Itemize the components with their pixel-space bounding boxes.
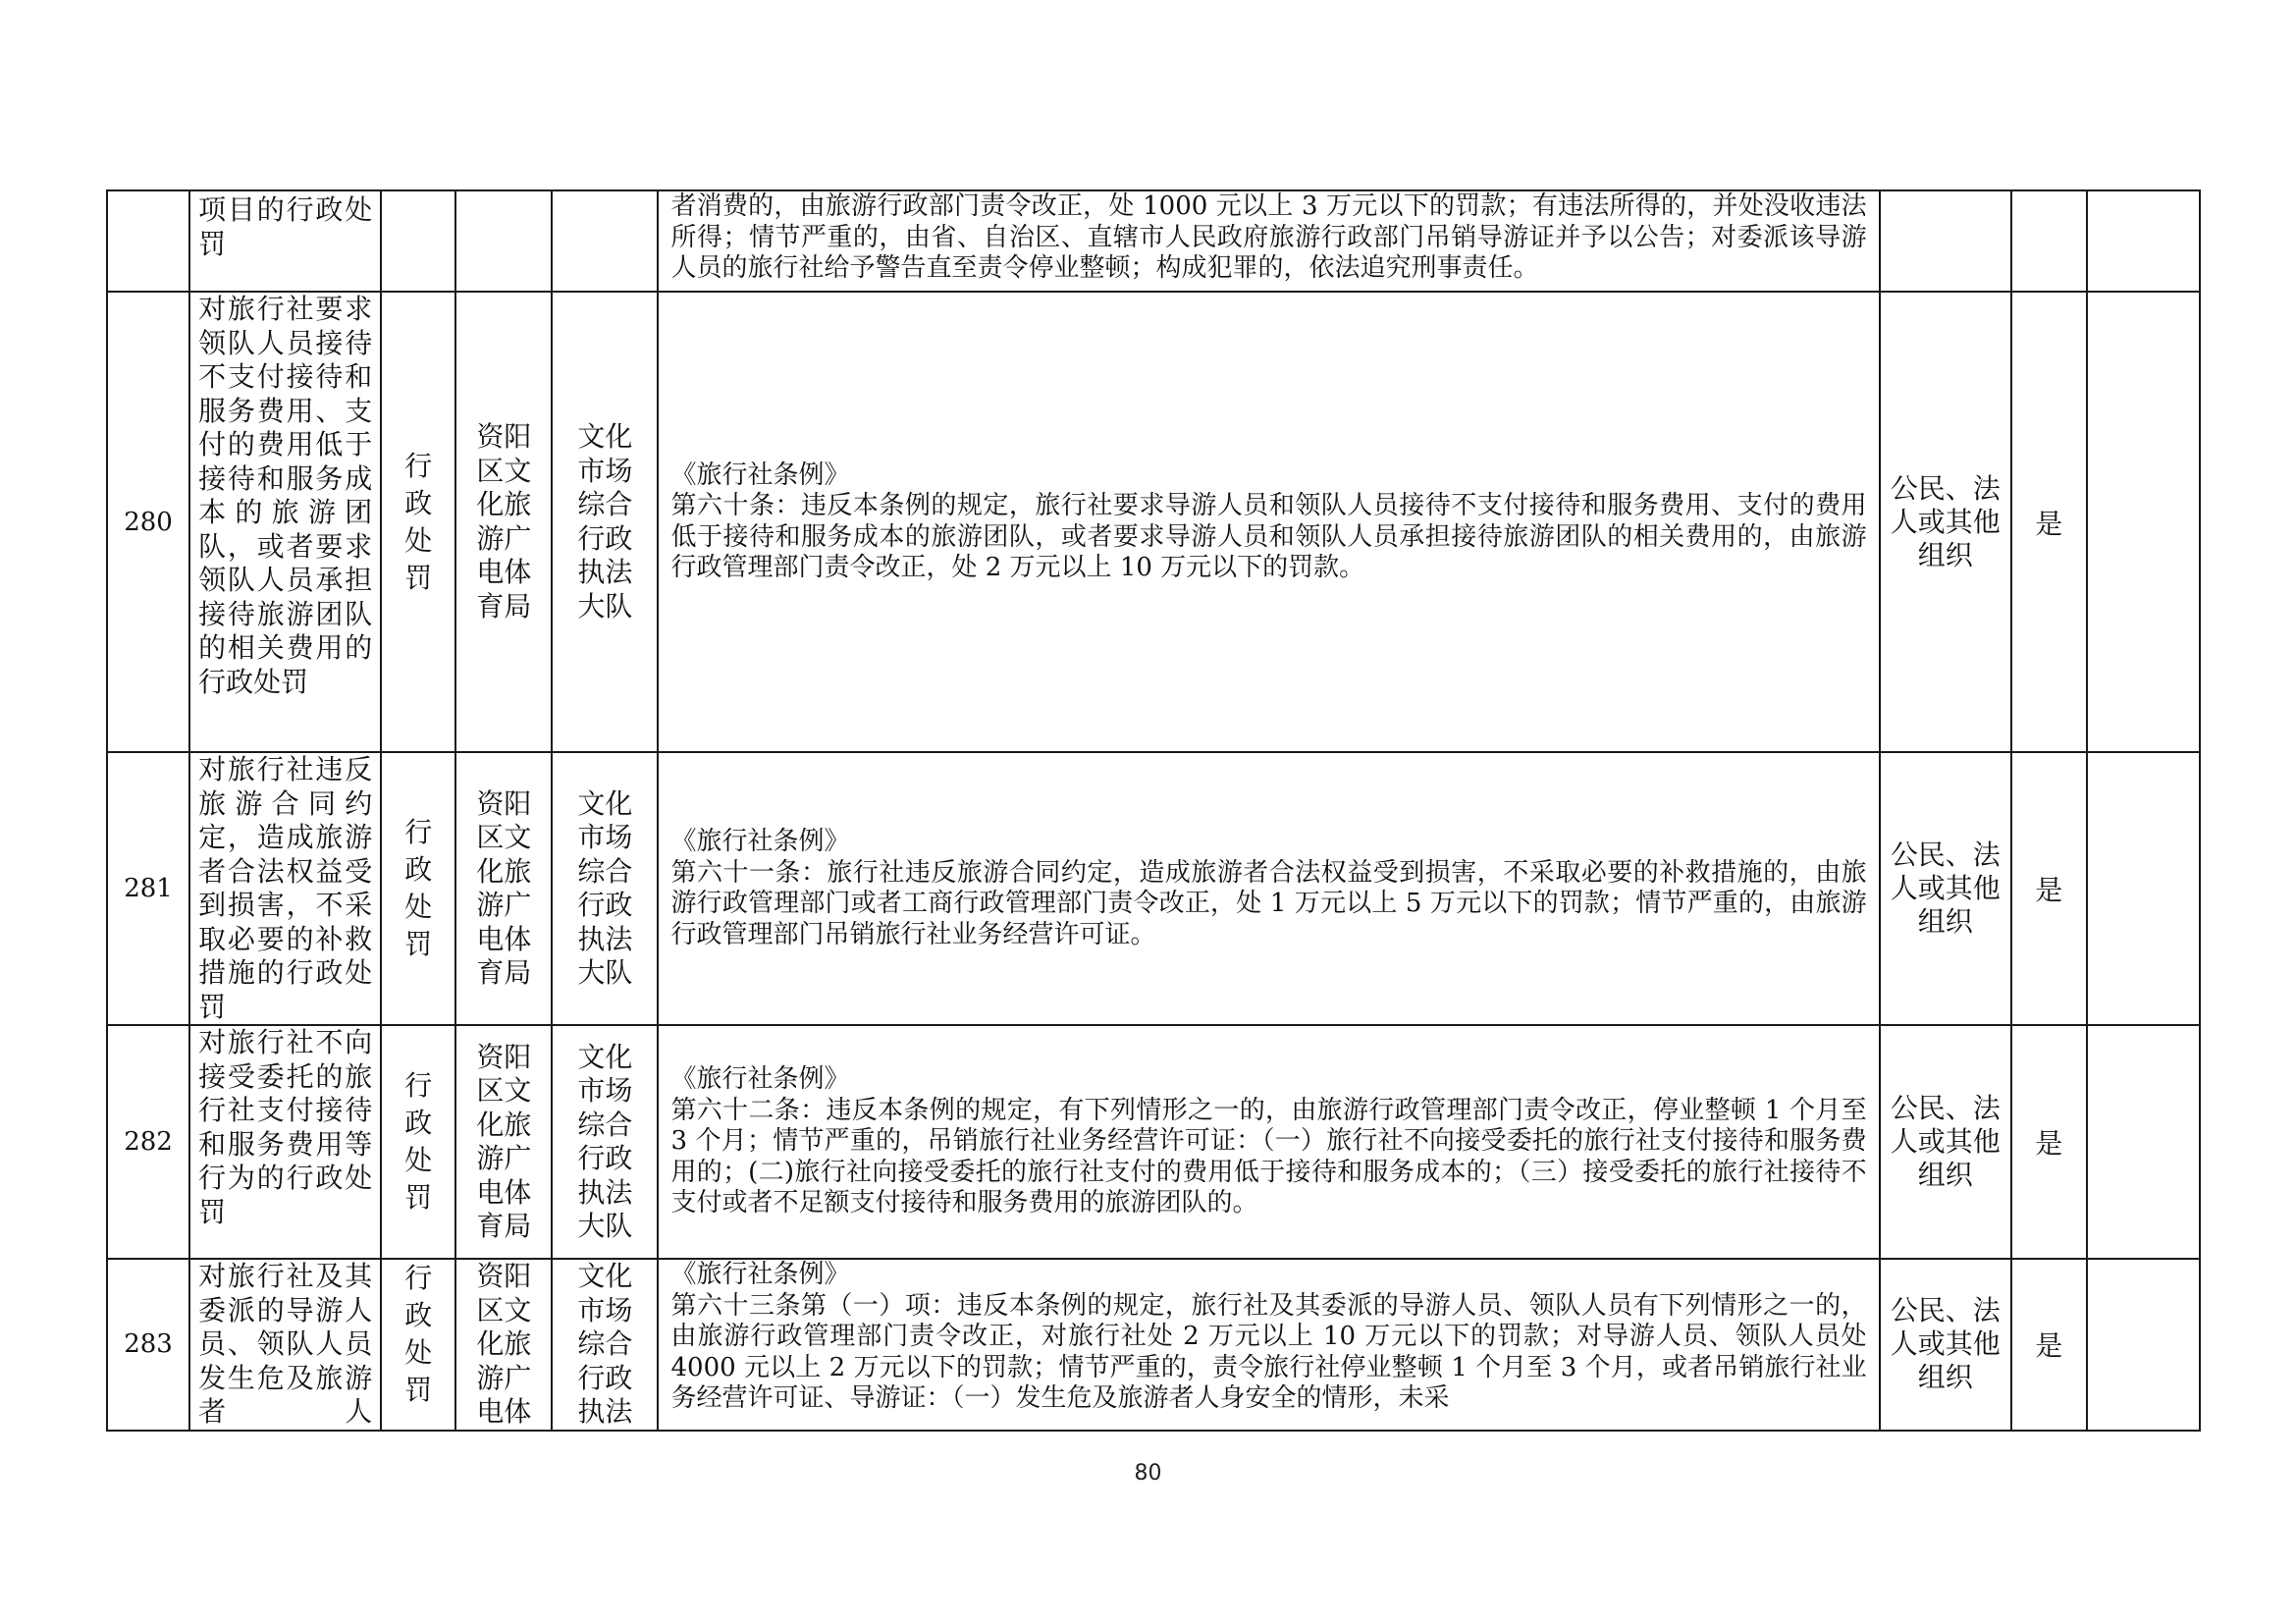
- remarks-cell: [2087, 292, 2200, 752]
- table-row: [107, 1025, 2200, 1259]
- remarks-cell: [2087, 1259, 2200, 1431]
- legal-basis-text: 第六十一条：旅行社违反旅游合同约定，造成旅游者合法权益受到损害，不采取必要的补救措施的，由旅游行政管理部门或者工商行政管理部门责令改正，处 1 万元以上 5 万元以下的罚款；情节严重的，由旅游行政管理部门吊销旅行社业务经营许可证。: [670, 857, 1867, 949]
- enforcement-org-text: 文化市场综合行政执法: [577, 1260, 633, 1428]
- legal-basis-title: 《旅行社条例》: [670, 1260, 850, 1289]
- target-object: [1880, 752, 2011, 1025]
- penalty-type: [381, 190, 455, 292]
- target-object-text: 公民、法人或其他组织: [1890, 1092, 2001, 1191]
- applicable-flag: 是: [2011, 292, 2087, 752]
- table-row: [107, 190, 2200, 292]
- applicable-flag: 是: [2011, 752, 2087, 1025]
- item-name: 对旅行社违反旅游合同约定，造成旅游者合法权益受到损害，不采取必要的补救措施的行政处罚: [189, 752, 381, 1025]
- regulation-table: [106, 189, 2201, 1432]
- enforcement-org: [552, 752, 658, 1025]
- enforcement-org: [552, 292, 658, 752]
- department-text: 资阳区文化旅游广电体育局: [476, 786, 532, 989]
- department: [455, 752, 552, 1025]
- legal-basis-title: 《旅行社条例》: [670, 1064, 850, 1095]
- row-number: [107, 190, 189, 292]
- remarks-cell: [2087, 1025, 2200, 1259]
- item-name: 对旅行社要求领队人员接待不支付接待和服务费用、支付的费用低于接待和服务成本的旅游团队，或者要求领队人员承担接待旅游团队的相关费用的行政处罚: [189, 292, 381, 752]
- target-object: [1880, 292, 2011, 752]
- target-object: [1880, 1259, 2011, 1431]
- department: [455, 292, 552, 752]
- enforcement-org-text: 文化市场综合行政执法大队: [577, 1040, 633, 1242]
- enforcement-org: [552, 1025, 658, 1259]
- item-name: 项目的行政处罚: [189, 190, 381, 292]
- legal-basis: [658, 1025, 1879, 1259]
- legal-basis-title: 《旅行社条例》: [670, 460, 850, 490]
- department: [455, 1259, 552, 1431]
- table-row: [107, 752, 2200, 1025]
- table-row: [107, 292, 2200, 752]
- penalty-type: [381, 752, 455, 1025]
- applicable-flag: 是: [2011, 1025, 2087, 1259]
- row-number: 282: [107, 1025, 189, 1259]
- remarks-cell: [2087, 190, 2200, 292]
- row-number: 283: [107, 1259, 189, 1431]
- department-text: 资阳区文化旅游广电体: [476, 1260, 532, 1428]
- legal-basis-text: 第六十条：违反本条例的规定，旅行社要求导游人员和领队人员接待不支付接待和服务费用、支付的费用低于接待和服务成本的旅游团队，或者要求导游人员和领队人员承担接待旅游团队的相关费用的，由旅游行政管理部门责令改正，处 2 万元以上 10 万元以下的罚款。: [670, 491, 1867, 582]
- item-name: 对旅行社及其委派的导游人员、领队人员发生危及旅游者人: [189, 1259, 381, 1431]
- legal-basis: [658, 752, 1879, 1025]
- item-name: 对旅行社不向接受委托的旅行社支付接待和服务费用等行为的行政处罚: [189, 1025, 381, 1259]
- enforcement-org: [552, 1259, 658, 1431]
- penalty-type-text: 行政处罚: [404, 449, 433, 594]
- legal-basis: [658, 292, 1879, 752]
- page-number: 80: [1134, 1461, 1162, 1486]
- penalty-type: [381, 1259, 455, 1431]
- target-object: [1880, 1025, 2011, 1259]
- target-object-text: 公民、法人或其他组织: [1890, 471, 2001, 571]
- enforcement-org: [552, 190, 658, 292]
- department: [455, 190, 552, 292]
- row-number: 280: [107, 292, 189, 752]
- remarks-cell: [2087, 752, 2200, 1025]
- penalty-type-text: 行政处罚: [404, 816, 433, 960]
- department: [455, 1025, 552, 1259]
- applicable-flag: [2011, 190, 2087, 292]
- target-object: [1880, 190, 2011, 292]
- department-text: 资阳区文化旅游广电体育局: [476, 420, 532, 623]
- penalty-type-text: 行政处罚: [404, 1262, 433, 1406]
- target-object-text: 公民、法人或其他组织: [1890, 1294, 2001, 1394]
- enforcement-org-text: 文化市场综合行政执法大队: [577, 420, 633, 623]
- legal-basis-title: 《旅行社条例》: [670, 827, 850, 856]
- legal-basis-text: 第六十三条第（一）项：违反本条例的规定，旅行社及其委派的导游人员、领队人员有下列情形之一的，由旅游行政管理部门责令改正，对旅行社处 2 万元以上 10 万元以下的罚款；对导游人员、领队人员处 4000 元以上 2 万元以下的罚款；情节严重的，责令旅行社停业整顿 1 个月至 3 个月，或者吊销旅行社业务经营许可证、导游证：（一）发生危及旅游者人身安全的情形，未采: [670, 1290, 1867, 1413]
- penalty-type: [381, 1025, 455, 1259]
- penalty-type: [381, 292, 455, 752]
- legal-basis-text: 第六十二条：违反本条例的规定，有下列情形之一的，由旅游行政管理部门责令改正，停业整顿 1 个月至 3 个月；情节严重的，吊销旅行社业务经营许可证：（一）旅行社不向接受委托的旅行社支付接待和服务费用的；(二)旅行社向接受委托的旅行社支付的费用低于接待和服务成本的；（三）接受委托的旅行社接待不支付或者不足额支付接待和服务费用的旅游团队的。: [670, 1095, 1867, 1218]
- legal-basis: [658, 190, 1879, 292]
- table-row: [107, 1259, 2200, 1431]
- applicable-flag: 是: [2011, 1259, 2087, 1431]
- department-text: 资阳区文化旅游广电体育局: [476, 1040, 532, 1242]
- row-number: 281: [107, 752, 189, 1025]
- legal-basis-text: 者消费的，由旅游行政部门责令改正，处 1000 元以上 3 万元以下的罚款；有违法所得的，并处没收违法所得；情节严重的，由省、自治区、直辖市人民政府旅游行政部门吊销导游证并予以公告；对委派该导游人员的旅行社给予警告直至责令停业整顿；构成犯罪的，依法追究刑事责任。: [670, 191, 1867, 283]
- target-object-text: 公民、法人或其他组织: [1890, 839, 2001, 938]
- legal-basis: [658, 1259, 1879, 1431]
- enforcement-org-text: 文化市场综合行政执法大队: [577, 786, 633, 989]
- penalty-type-text: 行政处罚: [404, 1069, 433, 1214]
